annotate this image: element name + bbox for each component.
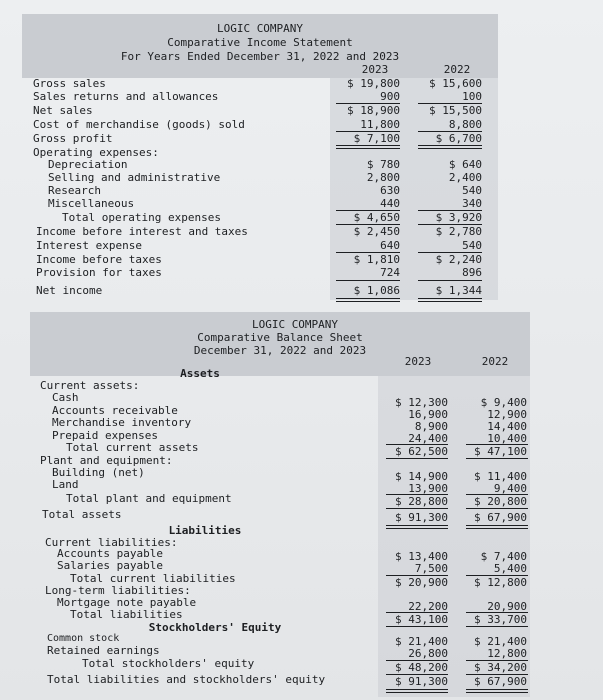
income-value-2022: 896 [462, 266, 482, 279]
income-value-2022: 8,800 [448, 118, 482, 131]
balance-label: Total liabilities and stockholders' equity [47, 673, 326, 686]
income-value-2022: 100 [462, 90, 482, 103]
income-label: Gross profit [33, 132, 113, 145]
income-value-2022: 540 [462, 184, 482, 197]
balance-value-2022: $ 67,900 [474, 675, 527, 688]
income-value-2023: $ 1,086 [353, 284, 400, 297]
balance-label: Common stock [47, 633, 120, 644]
balance-value-2023: $ 14,900 [395, 470, 448, 483]
income-label: Interest expense [36, 239, 142, 252]
balance-section-label: Current assets: [40, 379, 140, 392]
balance-col-2023: 2023 [404, 355, 432, 368]
balance-label: Prepaid expenses [52, 429, 158, 442]
income-value-2023: 2,800 [366, 171, 400, 184]
balance-value-2023: $ 28,800 [395, 495, 448, 508]
income-value-2022: $ 2,780 [435, 225, 482, 238]
income-value-2022: $ 2,240 [435, 253, 482, 266]
income-value-2023: $ 1,810 [353, 253, 400, 266]
income-value-2022: 540 [462, 239, 482, 252]
balance-section-label: Current liabilities: [45, 536, 178, 549]
balance-value-2022: $ 12,800 [474, 576, 527, 589]
balance-value-2023: 24,400 [408, 432, 448, 445]
balance-label: Retained earnings [47, 644, 160, 657]
income-label: Research [48, 184, 101, 197]
balance-value-2022: 5,400 [493, 562, 527, 575]
income-value-2023: $ 7,100 [353, 132, 400, 145]
balance-double-rule [466, 525, 528, 529]
balance-label: Total current liabilities [70, 572, 236, 585]
balance-label: Total liabilities [70, 608, 183, 621]
income-value-2023: $ 780 [366, 158, 400, 171]
balance-value-2023: 13,900 [408, 482, 448, 495]
income-title: Comparative Income Statement [167, 36, 353, 49]
balance-value-2023: 7,500 [414, 562, 448, 575]
balance-date: December 31, 2022 and 2023 [193, 344, 367, 357]
income-col-2022: 2022 [443, 63, 471, 76]
income-label: Miscellaneous [48, 197, 135, 210]
balance-value-2023: $ 62,500 [395, 445, 448, 458]
income-value-2023: $ 18,900 [347, 104, 400, 117]
balance-rule [466, 458, 528, 459]
balance-label: Accounts receivable [52, 404, 178, 417]
balance-value-2023: $ 20,900 [395, 576, 448, 589]
balance-value-2022: $ 34,200 [474, 661, 527, 674]
balance-value-2022: 20,900 [487, 600, 527, 613]
balance-value-2023: 22,200 [408, 600, 448, 613]
income-value-2022: $ 15,500 [429, 104, 482, 117]
balance-value-2022: $ 67,900 [474, 511, 527, 524]
income-value-2023: $ 4,650 [353, 211, 400, 224]
balance-rule [386, 458, 448, 459]
income-label: Total operating expenses [62, 211, 221, 224]
balance-label: Salaries payable [57, 559, 163, 572]
balance-label: Total assets [42, 508, 122, 521]
balance-label: Merchandise inventory [52, 416, 192, 429]
balance-value-2022: $ 21,400 [474, 635, 527, 648]
income-value-2023: 11,800 [360, 118, 400, 131]
balance-label: Cash [52, 391, 79, 404]
balance-label: Mortgage note payable [57, 596, 197, 609]
income-value-2022: $ 3,920 [435, 211, 482, 224]
income-value-2022: 2,400 [448, 171, 482, 184]
balance-value-2023: 8,900 [414, 420, 448, 433]
income-period: For Years Ended December 31, 2022 and 2023 [120, 50, 400, 63]
balance-label: Total plant and equipment [66, 492, 232, 505]
income-col-2023: 2023 [361, 63, 389, 76]
balance-value-2022: 10,400 [487, 432, 527, 445]
balance-value-2022: 12,800 [487, 647, 527, 660]
income-value-2023: $ 2,450 [353, 225, 400, 238]
income-label: Sales returns and allowances [33, 90, 219, 103]
equity-heading: Stockholders' Equity [148, 621, 282, 634]
income-value-2023: 440 [380, 197, 400, 210]
income-value-2023: 640 [380, 239, 400, 252]
balance-value-2022: $ 9,400 [480, 396, 527, 409]
income-value-2023: $ 19,800 [347, 77, 400, 90]
income-label: Net sales [33, 104, 93, 117]
balance-label: Building (net) [52, 466, 145, 479]
income-double-rule [336, 145, 400, 149]
balance-section-label: Long-term liabilities: [45, 584, 191, 597]
balance-double-rule [386, 689, 448, 693]
balance-value-2023: $ 91,300 [395, 675, 448, 688]
income-value-2022: $ 6,700 [435, 132, 482, 145]
income-double-rule [418, 145, 482, 149]
balance-label: Total stockholders' equity [82, 657, 255, 670]
income-section-label: Operating expenses: [33, 146, 159, 159]
income-double-rule [336, 298, 400, 302]
balance-value-2023: $ 12,300 [395, 396, 448, 409]
income-value-2023: 900 [380, 90, 400, 103]
income-label: Provision for taxes [36, 266, 162, 279]
income-value-2023: 724 [380, 266, 400, 279]
balance-company-name: LOGIC COMPANY [251, 318, 339, 331]
balance-section-label: Plant and equipment: [40, 454, 173, 467]
income-rule [336, 280, 400, 281]
balance-value-2022: $ 20,800 [474, 495, 527, 508]
balance-value-2023: 26,800 [408, 647, 448, 660]
balance-value-2023: $ 13,400 [395, 550, 448, 563]
balance-value-2023: $ 48,200 [395, 661, 448, 674]
balance-label: Accounts payable [57, 547, 163, 560]
balance-rule [386, 626, 448, 627]
income-value-2022: $ 640 [448, 158, 482, 171]
income-label: Selling and administrative [48, 171, 221, 184]
liabilities-heading: Liabilities [168, 524, 242, 537]
balance-title: Comparative Balance Sheet [197, 331, 363, 344]
balance-rule [466, 626, 528, 627]
balance-rule [466, 508, 528, 509]
balance-value-2022: $ 33,700 [474, 613, 527, 626]
balance-value-2023: $ 91,300 [395, 511, 448, 524]
balance-value-2023: $ 21,400 [395, 635, 448, 648]
income-double-rule [418, 298, 482, 302]
balance-label: Land [52, 478, 79, 491]
balance-col-2022: 2022 [481, 355, 509, 368]
balance-double-rule [466, 689, 528, 693]
income-rule [418, 280, 482, 281]
balance-value-2022: 9,400 [493, 482, 527, 495]
income-value-2022: 340 [462, 197, 482, 210]
assets-heading: Assets [180, 367, 220, 380]
balance-value-2023: 16,900 [408, 408, 448, 421]
income-value-2022: $ 1,344 [435, 284, 482, 297]
income-label: Income before taxes [36, 253, 162, 266]
balance-rule [386, 508, 448, 509]
income-company-name: LOGIC COMPANY [216, 22, 304, 35]
income-label: Depreciation [48, 158, 128, 171]
balance-label: Total current assets [66, 441, 199, 454]
balance-value-2023: $ 43,100 [395, 613, 448, 626]
income-label: Cost of merchandise (goods) sold [33, 118, 245, 131]
balance-value-2022: 12,900 [487, 408, 527, 421]
balance-value-2022: $ 47,100 [474, 445, 527, 458]
balance-value-2022: $ 7,400 [480, 550, 527, 563]
income-label: Net income [36, 284, 103, 297]
income-value-2022: $ 15,600 [429, 77, 482, 90]
balance-value-2022: $ 11,400 [474, 470, 527, 483]
income-label: Gross sales [33, 77, 106, 90]
income-label: Income before interest and taxes [36, 225, 248, 238]
balance-value-2022: 14,400 [487, 420, 527, 433]
balance-double-rule [386, 525, 448, 529]
income-value-2023: 630 [380, 184, 400, 197]
